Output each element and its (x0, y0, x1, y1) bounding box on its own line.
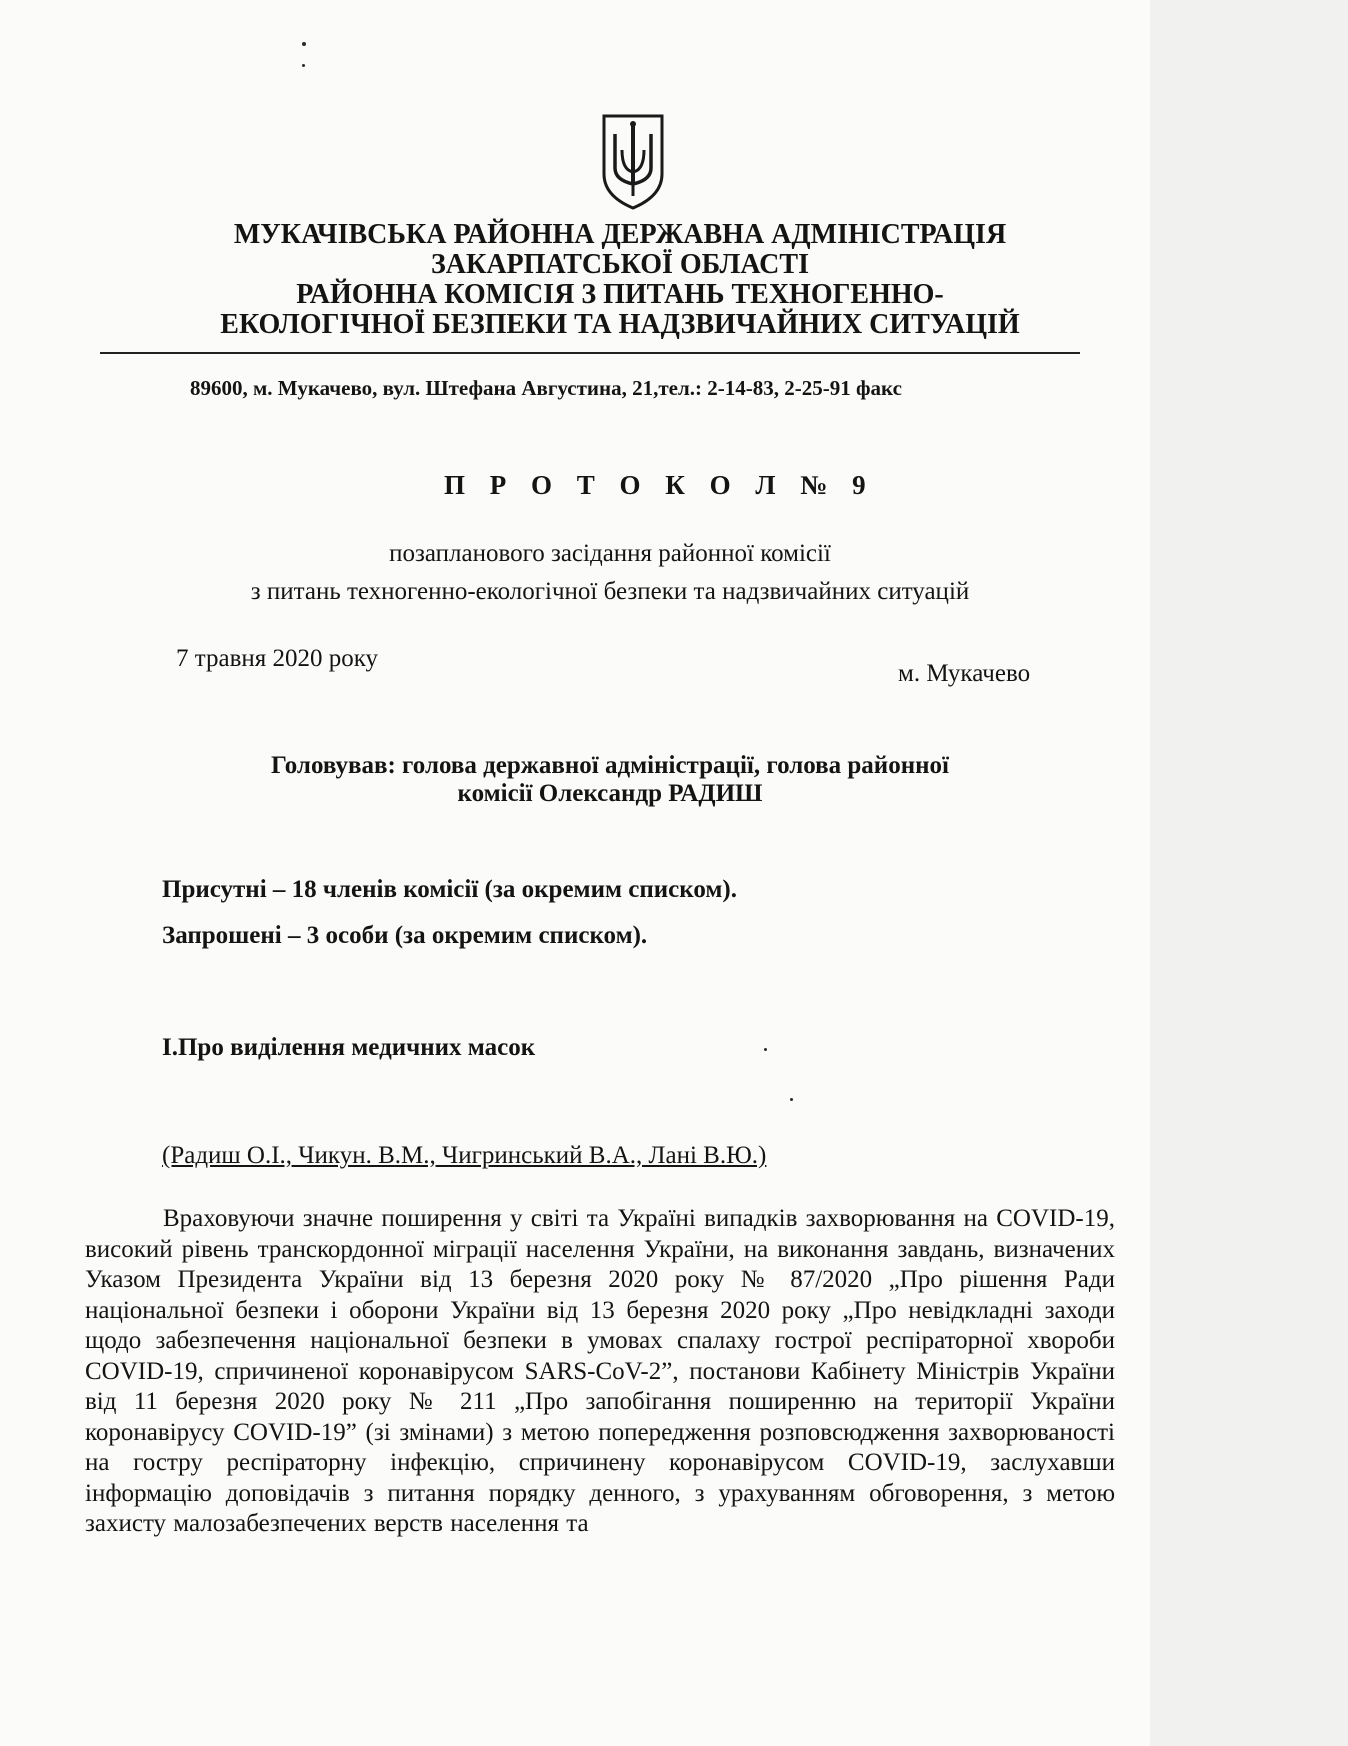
present-members: Присутні – 18 членів комісії (за окремим списком). (162, 876, 737, 903)
trident-emblem-icon (598, 112, 668, 212)
header-line: МУКАЧІВСЬКА РАЙОННА ДЕРЖАВНА АДМІНІСТРАЦІЯ (233, 219, 1007, 250)
meeting-city: м. Мукачево (898, 660, 1031, 687)
chair-line: Головував: голова державної адміністрації, голова районної (271, 752, 949, 779)
scan-speck (790, 1098, 793, 1101)
protocol-title: П Р О Т О К О Л № 9 (444, 470, 875, 500)
protocol-subtitle: з питань техногенно-екологічної безпеки та надзвичайних ситуацій (250, 578, 970, 605)
header-line: ЕКОЛОГІЧНОЇ БЕЗПЕКИ ТА НАДЗВИЧАЙНИХ СИТУАЦІЙ (220, 309, 1020, 340)
header-line: РАЙОННА КОМІСІЯ З ПИТАНЬ ТЕХНОГЕННО- (296, 279, 944, 310)
body-paragraph: Враховуючи значне поширення у світі та Україні випадків захворювання на COVID-19, високий рівень транскордонної міграції населення України, на виконання завдань, визначених Указом Президента України від 13 березня 2020 року № 87/2020 „Про рішення Ради національної безпеки і оборони України від 13 березня 2020 року „Про невідкладні заходи щодо забезпечення національної безпеки в умовах спалаху гострої респіраторної хвороби COVID-19, спричиненої коронавірусом SARS-CoV-2”, постанови Кабінету Міністрів України від 11 березня 2020 року № 211 „Про запобігання поширенню на території України коронавірусу COVID-19” (зі змінами) з метою попередження розповсюдження захворюваності на гостру респіраторну інфекцію, спричинену коронавірусом COVID-19, заслухавши інформацію доповідачів з питання порядку денного, з урахуванням обговорення, з метою захисту малозабезпечених верств населення та (85, 1205, 1115, 1537)
meeting-date: 7 травня 2020 року (176, 645, 379, 672)
protocol-subtitle: позапланового засідання районної комісії (389, 540, 831, 567)
organization-address: 89600, м. Мукачево, вул. Штефана Августина, 21,тел.: 2-14-83, 2-25-91 факс (190, 376, 902, 400)
header-divider (100, 352, 1080, 354)
page-margin (1150, 0, 1348, 1746)
scan-speck (764, 1048, 767, 1051)
scan-speck (302, 42, 306, 46)
scan-speck (302, 64, 305, 67)
speakers-list: (Радиш О.І., Чикун. В.М., Чигринський В.А., Лані В.Ю.) (162, 1142, 767, 1169)
invited-persons: Запрошені – 3 особи (за окремим списком). (162, 922, 648, 949)
chair-line: комісії Олександр РАДИШ (457, 780, 763, 807)
header-line: ЗАКАРПАТСЬКОЇ ОБЛАСТІ (431, 249, 809, 280)
chairperson (170, 752, 1050, 808)
organization-header (150, 220, 1090, 340)
section-title: І.Про виділення медичних масок (162, 1034, 536, 1061)
